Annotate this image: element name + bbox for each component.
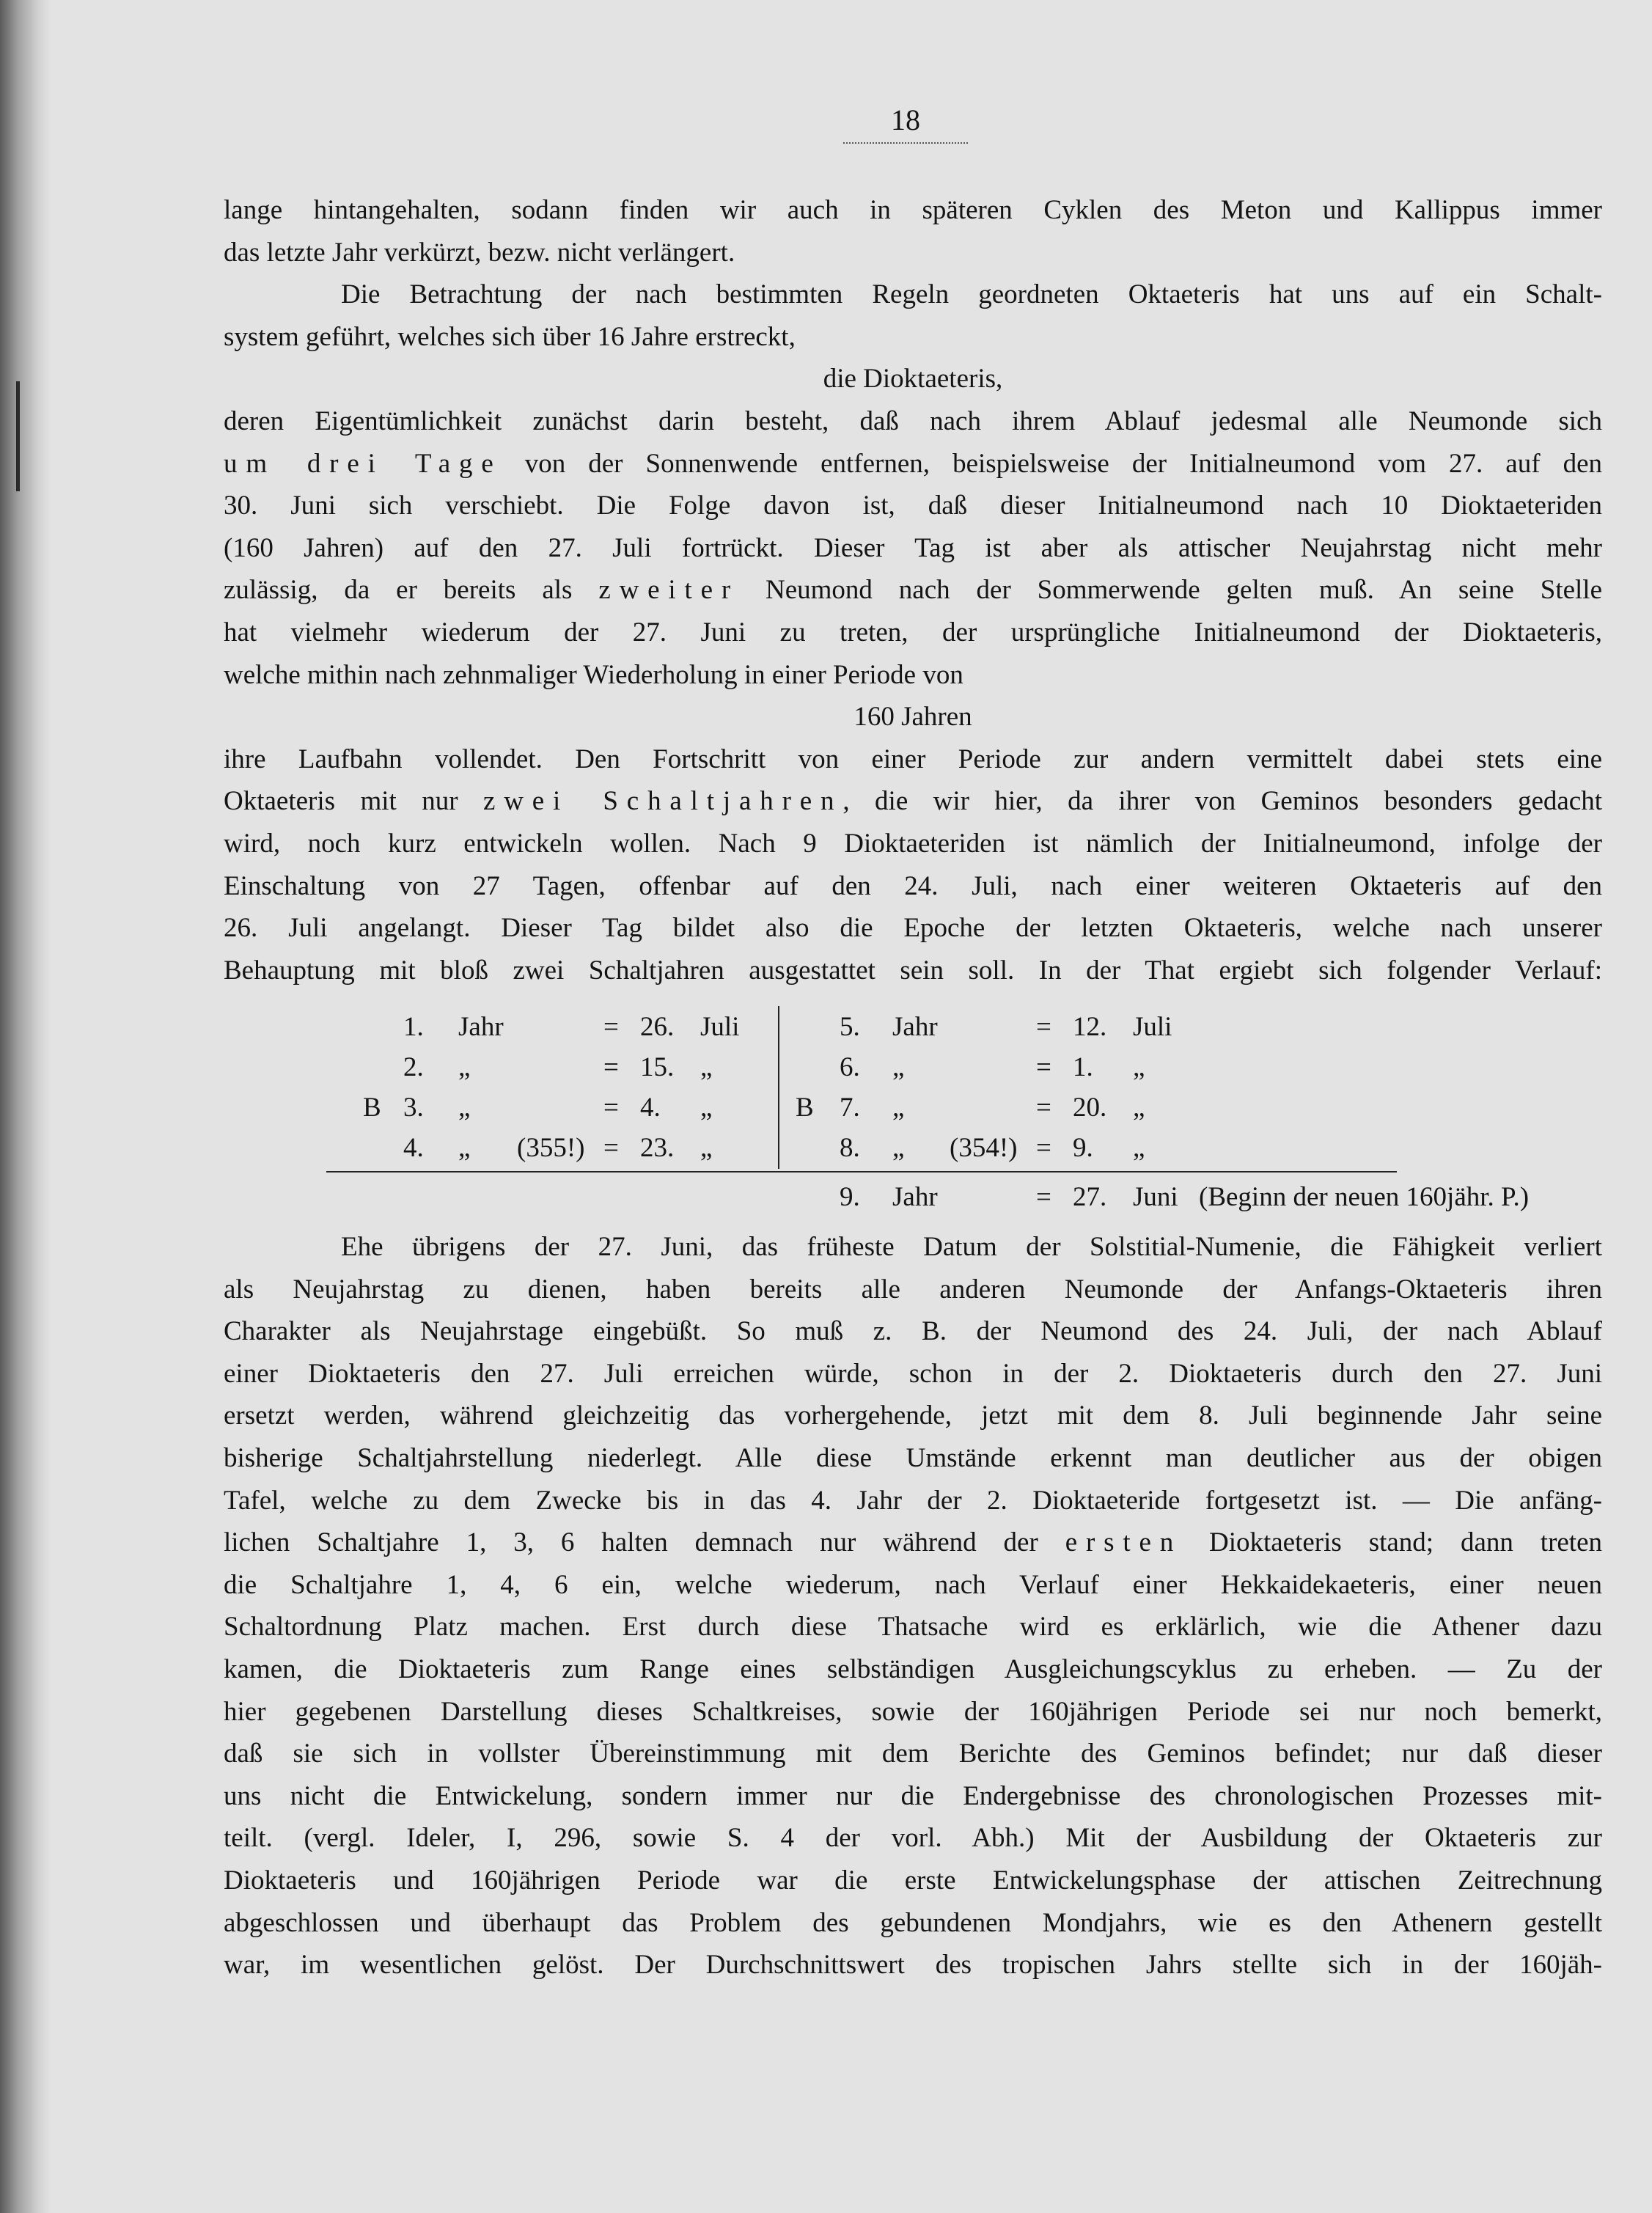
table-cell-val: 20. xyxy=(1073,1093,1107,1123)
book-spine-shadow xyxy=(0,0,51,2213)
text-line: abgeschlossen und überhaupt das Problem des gebundenen Mondjahrs, wie es den Athenern gestellt xyxy=(224,1907,1602,1938)
text-line: die Schaltjahre 1, 4, 6 ein, welche wiederum, nach Verlauf einer Hekkaidekaeteris, einer neuen xyxy=(224,1569,1602,1600)
table-cell-eq: = xyxy=(1036,1012,1051,1042)
text-line: einer Dioktaeteris den 27. Juli erreichen würde, schon in der 2. Dioktaeteris durch den 27. Juni xyxy=(224,1358,1602,1389)
text-line: 30. Juni sich verschiebt. Die Folge davon ist, daß dieser Initialneumond nach 10 Dioktaeteriden xyxy=(224,491,1602,521)
table-cell-eq: = xyxy=(1036,1133,1051,1163)
text-line: ihre Laufbahn vollendet. Den Fortschritt von einer Periode zur andern vermittelt dabei stets eine xyxy=(224,744,1602,774)
table-cell-mark: B xyxy=(363,1093,381,1123)
text-run: Oktaeteris mit nur xyxy=(224,786,483,817)
text-line: teilt. (vergl. Ideler, I, 296, sowie S. 4 der vorl. Abh.) Mit der Ausbildung der Oktaeteris zur xyxy=(224,1823,1602,1854)
table-cell-month: „ xyxy=(1133,1093,1145,1123)
table-cell-month: Juli xyxy=(700,1012,740,1042)
table-cell-unit: „ xyxy=(892,1052,905,1082)
page-number-ornament xyxy=(843,142,968,144)
table-cell-num: 5. xyxy=(840,1012,860,1042)
table-cell-month: „ xyxy=(700,1093,713,1123)
page-number: 18 xyxy=(891,103,920,136)
text-line: Schaltordnung Platz machen. Erst durch diese Thatsache wird es erklärlich, wie die Athener dazu xyxy=(224,1612,1602,1643)
text-line xyxy=(224,569,1602,612)
text-block-lower xyxy=(224,1226,1602,1986)
calendar-table xyxy=(224,1006,1602,1211)
text-block-upper xyxy=(224,189,1602,991)
text-run: , die wir hier, da ihrer von Geminos besonders gedacht xyxy=(842,786,1602,817)
text-line: welche mithin nach zehnmaliger Wiederholung in einer Periode von xyxy=(224,659,963,690)
text-run: zulässig, da er bereits als xyxy=(224,575,599,606)
text-line: daß sie sich in vollster Übereinstimmung mit dem Berichte des Geminos befindet; nur daß dieser xyxy=(224,1739,1602,1769)
table-cell-num: 6. xyxy=(840,1052,860,1082)
table-cell-unit: „ xyxy=(458,1052,471,1082)
table-cell-month: „ xyxy=(1133,1052,1145,1082)
text-line: 160 Jahren xyxy=(853,702,972,733)
table-cell-val: 12. xyxy=(1073,1012,1107,1042)
text-line: Dioktaeteris und 160jährigen Periode war die erste Entwickelungsphase der attischen Zeitrechnung xyxy=(224,1865,1602,1895)
text-line: Die Betrachtung der nach bestimmten Regeln geordneten Oktaeteris hat uns auf ein Schalt- xyxy=(341,279,1602,310)
text-line: wird, noch kurz entwickeln wollen. Nach 9 Dioktaeteriden ist nämlich der Initialneumond, infolge der xyxy=(224,828,1602,859)
text-line: das letzte Jahr verkürzt, bezw. nicht verlängert. xyxy=(224,237,735,268)
text-line: bisherige Schaltjahrstellung niederlegt. Alle diese Umstände erkennt man deutlicher aus der obigen xyxy=(224,1442,1602,1473)
table-cell-eq: = xyxy=(603,1052,619,1082)
text-line: deren Eigentümlichkeit zunächst darin besteht, daß nach ihrem Ablauf jedesmal alle Neumonde sich xyxy=(224,405,1602,436)
table-cell-unit: „ xyxy=(892,1093,905,1123)
text-line: system geführt, welches sich über 16 Jahre erstreckt, xyxy=(224,321,796,352)
text-line: kamen, die Dioktaeteris zum Range eines selbständigen Ausgleichungscyklus zu erheben. — Zu der xyxy=(224,1654,1602,1684)
table-cell-num: 1. xyxy=(403,1012,424,1042)
table-cell-month: „ xyxy=(700,1133,713,1163)
table-cell-eq: = xyxy=(603,1093,619,1123)
table-total-unit: Jahr xyxy=(892,1182,938,1212)
text-line: hier gegebenen Darstellung dieses Schaltkreises, sowie der 160jährigen Periode sei nur noch bemerkt, xyxy=(224,1696,1602,1727)
spaced-emphasis: zwei Schaltjahren xyxy=(482,786,843,817)
table-cell-val: 15. xyxy=(640,1052,675,1082)
table-cell-unit: „ xyxy=(458,1133,471,1163)
text-line: die Dioktaeteris, xyxy=(823,364,1003,394)
table-cell-month: „ xyxy=(1133,1133,1145,1163)
text-line: war, im wesentlichen gelöst. Der Durchschnittswert des tropischen Jahrs stellte sich in der 160jäh- xyxy=(224,1950,1602,1981)
spine-mark xyxy=(16,381,20,491)
table-cell-val: 1. xyxy=(1073,1052,1093,1082)
table-cell-num: 7. xyxy=(840,1093,860,1123)
table-cell-val: 9. xyxy=(1073,1133,1093,1163)
text-line: 26. Juli angelangt. Dieser Tag bildet also die Epoche der letzten Oktaeteris, welche nach unserer xyxy=(224,913,1602,944)
table-cell-unit: Jahr xyxy=(892,1012,938,1042)
text-run: Dioktaeteris stand; dann treten xyxy=(1182,1527,1603,1558)
table-cell-val: 26. xyxy=(640,1012,675,1042)
table-vertical-rule xyxy=(778,1006,779,1169)
text-run: Neumond nach der Sommerwende gelten muß. An seine Stelle xyxy=(739,575,1602,606)
table-cell-mark: B xyxy=(796,1093,814,1123)
table-cell-eq: = xyxy=(1036,1093,1051,1123)
table-cell-num: 3. xyxy=(403,1093,424,1123)
text-line: als Neujahrstag zu dienen, haben bereits alle anderen Neumonde der Anfangs-Oktaeteris ihren xyxy=(224,1274,1602,1304)
text-line: uns nicht die Entwickelung, sondern immer nur die Endergebnisse des chronologischen Prozesses mit- xyxy=(224,1780,1602,1811)
table-total-note: (Beginn der neuen 160jähr. P.) xyxy=(1199,1182,1530,1212)
table-cell-num: 8. xyxy=(840,1133,860,1163)
table-sum-rule xyxy=(326,1171,1397,1172)
table-cell-month: Juli xyxy=(1133,1012,1172,1042)
table-cell-val: 4. xyxy=(640,1093,661,1123)
table-total-num: 9. xyxy=(840,1182,860,1212)
table-cell-eq: = xyxy=(603,1133,619,1163)
table-cell-val: 23. xyxy=(640,1133,675,1163)
table-cell-note: (354!) xyxy=(950,1133,1018,1163)
text-line xyxy=(224,1522,1602,1564)
text-line: Charakter als Neujahrstage eingebüßt. So muß z. B. der Neumond des 24. Juli, der nach Ablauf xyxy=(224,1316,1602,1347)
text-line xyxy=(224,443,1602,485)
text-line: Ehe übrigens der 27. Juni, das früheste Datum der Solstitial-Numenie, die Fähigkeit verliert xyxy=(341,1232,1602,1262)
table-cell-unit: „ xyxy=(892,1133,905,1163)
table-cell-note: (355!) xyxy=(517,1133,585,1163)
text-line: Behauptung mit bloß zwei Schaltjahren ausgestattet sein soll. In der That ergiebt sich folgender Verlauf: xyxy=(224,955,1602,986)
spaced-emphasis: ersten xyxy=(1065,1527,1183,1558)
spaced-emphasis: um drei Tage xyxy=(224,448,502,479)
spaced-emphasis: zweiter xyxy=(598,575,740,606)
text-line: (160 Jahren) auf den 27. Juli fortrückt. Dieser Tag ist aber als attischer Neujahrstag nicht mehr xyxy=(224,532,1602,563)
text-line: ersetzt werden, während gleichzeitig das vorhergehende, jetzt mit dem 8. Juli beginnende Jahr seine xyxy=(224,1401,1602,1431)
text-line xyxy=(224,780,1602,823)
table-cell-unit: „ xyxy=(458,1093,471,1123)
table-cell-unit: Jahr xyxy=(458,1012,504,1042)
text-line: Einschaltung von 27 Tagen, offenbar auf den 24. Juli, nach einer weiteren Oktaeteris auf den xyxy=(224,870,1602,901)
text-line: hat vielmehr wiederum der 27. Juni zu treten, der ursprüngliche Initialneumond der Dioktaeteris, xyxy=(224,617,1602,647)
text-run: von der Sonnenwende entfernen, beispielsweise der Initialneumond vom 27. auf den xyxy=(502,448,1603,479)
text-run: lichen Schaltjahre 1, 3, 6 halten demnach nur während der xyxy=(224,1527,1065,1558)
table-total-eq: = xyxy=(1036,1182,1051,1212)
table-cell-num: 4. xyxy=(403,1133,424,1163)
table-cell-month: „ xyxy=(700,1052,713,1082)
table-cell-num: 2. xyxy=(403,1052,424,1082)
table-total-val: 27. xyxy=(1073,1182,1107,1212)
table-cell-eq: = xyxy=(1036,1052,1051,1082)
table-total-month: Juni xyxy=(1133,1182,1178,1212)
table-cell-eq: = xyxy=(603,1012,619,1042)
text-line: Tafel, welche zu dem Zwecke bis in das 4. Jahr der 2. Dioktaeteride fortgesetzt ist. — Die anfäng- xyxy=(224,1485,1602,1516)
text-line: lange hintangehalten, sodann finden wir auch in späteren Cyklen des Meton und Kallippus immer xyxy=(224,195,1602,225)
